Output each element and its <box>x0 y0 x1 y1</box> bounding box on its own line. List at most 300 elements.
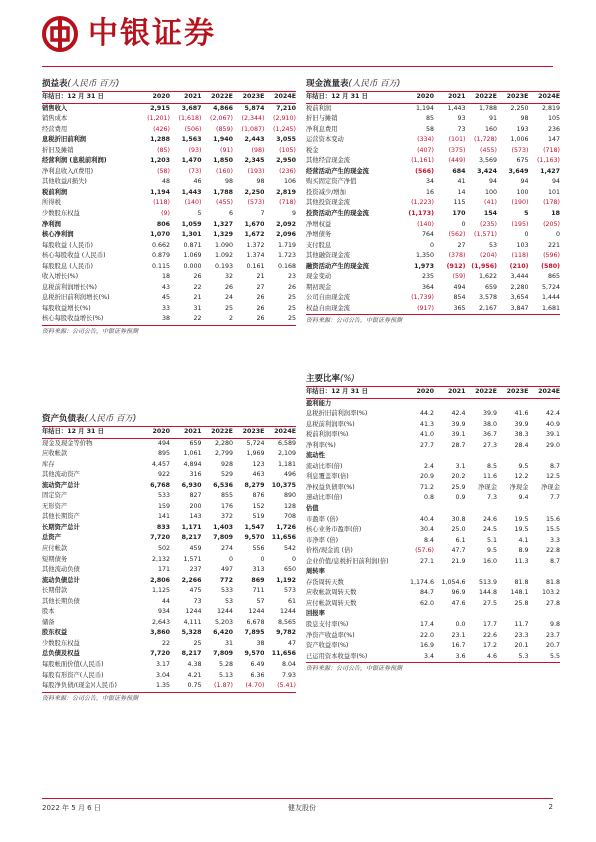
row-label: 其他融资现金流 <box>306 252 351 260</box>
cell-value: 17.4 <box>419 621 435 629</box>
cell-value: 101 <box>547 188 560 196</box>
cell-value: 2,280 <box>510 283 529 291</box>
cell-value: 5.1 <box>486 536 497 544</box>
table-row <box>306 167 560 178</box>
table-row <box>42 167 296 178</box>
footer-divider <box>42 798 553 799</box>
cell-value: 708 <box>283 513 296 521</box>
cell-value: 827 <box>189 492 202 500</box>
table-row <box>42 314 296 325</box>
cell-value <box>497 451 528 462</box>
cell-value: 2,915 <box>150 104 171 112</box>
cell-value: 38.3 <box>514 431 529 439</box>
row-label: 息税前利润率(%) <box>306 420 355 428</box>
column-header-label: 年结日：12 月 31 日 <box>306 92 403 104</box>
cell-value: (562) <box>448 231 466 239</box>
cell-value <box>528 398 560 409</box>
cell-value: (98) <box>251 146 265 154</box>
table-source-note: 资料来源：公司公告，中银证券预测 <box>306 662 560 674</box>
cell-value: 1.069 <box>183 252 202 260</box>
cell-value: 4.1 <box>518 536 529 544</box>
row-label: 净增权益 <box>306 220 332 228</box>
cell-value: (93) <box>188 146 202 154</box>
cell-value: (193) <box>247 167 265 175</box>
table-row <box>42 649 296 660</box>
cell-value: 5.5 <box>549 652 560 660</box>
cell-value: 934 <box>157 608 171 616</box>
cell-value: 4.38 <box>187 661 202 669</box>
table-row <box>42 304 296 315</box>
table-row <box>306 441 560 452</box>
cell-value: (1,739) <box>411 294 435 302</box>
cell-value: 47.7 <box>451 547 466 555</box>
cell-value: 22 <box>162 639 171 647</box>
cell-value: 1,547 <box>244 523 265 531</box>
column-header-year: 2021 <box>434 387 465 399</box>
cell-value: 533 <box>220 587 233 595</box>
table-row <box>306 251 560 262</box>
cell-value: 0.9 <box>455 494 466 502</box>
cell-value: 143 <box>189 513 202 521</box>
cell-value: (58) <box>157 167 171 175</box>
table-row <box>42 597 296 608</box>
cell-value: 1,181 <box>277 460 296 468</box>
table-row <box>306 641 560 652</box>
cell-value: (204) <box>480 252 497 260</box>
row-label: 息税折旧前利润 <box>42 136 87 144</box>
bank-of-china-logo-icon <box>42 16 78 52</box>
cell-value: (859) <box>216 125 233 133</box>
cell-value: 58 <box>426 125 435 133</box>
cell-value: (1,201) <box>147 115 171 123</box>
row-label: 资产收益率(%) <box>306 642 349 650</box>
cell-value <box>434 451 465 462</box>
table-unit: (人民币 百万) <box>84 414 137 424</box>
cell-value: 26 <box>256 294 265 302</box>
cell-value: 81.8 <box>545 578 560 586</box>
cell-value: 25 <box>224 304 233 312</box>
table-row <box>42 209 296 220</box>
cell-value: 1,726 <box>276 523 296 531</box>
cell-value: 502 <box>157 545 171 553</box>
page-footer <box>42 803 553 814</box>
row-label: 公司自由现金流 <box>306 294 351 302</box>
row-label: 储备 <box>42 618 55 626</box>
cell-value: 1,622 <box>478 273 497 281</box>
cell-value: 62.0 <box>419 599 435 607</box>
cell-value: (160) <box>216 167 233 175</box>
row-label: 企业价值/息税折旧前利润(倍) <box>306 557 389 565</box>
row-label: 每股收益 (人民币) <box>42 241 93 249</box>
cell-value: (917) <box>417 304 435 312</box>
cell-value: 103.2 <box>541 589 560 597</box>
row-label: 运营资本变动 <box>306 136 344 144</box>
cell-value: (73) <box>188 167 202 175</box>
row-label: 周转率 <box>306 568 325 576</box>
cell-value <box>434 609 465 620</box>
table-row <box>42 460 296 471</box>
column-header-year: 2023E <box>233 427 264 439</box>
cell-value: 556 <box>252 545 265 553</box>
cell-value: 154 <box>483 210 497 218</box>
cell-value: (1,956) <box>471 262 497 270</box>
cell-value: (334) <box>417 136 435 144</box>
cell-value: (178) <box>543 199 560 207</box>
row-label: 核心每股收益增长(%) <box>42 315 104 323</box>
cell-value: 5.13 <box>218 671 233 679</box>
cell-value: 26 <box>224 283 233 291</box>
cell-value: 1,327 <box>213 220 233 228</box>
cell-value: 21.9 <box>451 557 466 565</box>
cell-value: 28.4 <box>514 441 529 449</box>
cell-value: 16 <box>426 188 435 196</box>
cell-value: 91 <box>488 115 497 123</box>
cell-value: 8.9 <box>518 547 529 555</box>
cell-value: 0.879 <box>151 252 171 260</box>
cell-value: 1,301 <box>181 231 202 239</box>
column-header-year: 2020 <box>139 92 170 104</box>
cell-value: 11.3 <box>514 557 529 565</box>
cell-value: 17.7 <box>482 621 497 629</box>
cell-value: 148.1 <box>510 589 529 597</box>
cell-value: 9.5 <box>486 547 497 555</box>
cell-value: 1,006 <box>510 136 529 144</box>
cell-value: 24.6 <box>482 515 497 523</box>
cell-value: 8.7 <box>549 557 560 565</box>
table-row <box>306 135 560 146</box>
cell-value: 11,656 <box>271 534 296 542</box>
cell-value: 38 <box>162 315 171 323</box>
row-label: 支付股息 <box>306 241 332 249</box>
cell-value: 26 <box>256 315 265 323</box>
cell-value: (2,067) <box>210 115 233 123</box>
cell-value: 61 <box>287 597 296 605</box>
column-header-year: 2024E <box>528 92 560 104</box>
cell-value: 1,443 <box>447 104 466 112</box>
cell-value: 8.5 <box>486 462 497 470</box>
table-row <box>306 398 560 409</box>
cell-value: 22 <box>193 283 202 291</box>
cell-value: (596) <box>543 252 560 260</box>
cell-value: 519 <box>252 513 265 521</box>
cell-value: 497 <box>220 566 233 574</box>
table-row <box>306 588 560 599</box>
table-row <box>306 609 560 620</box>
column-header-year: 2021 <box>434 92 465 104</box>
row-label: 购买固定资产净值 <box>306 178 357 186</box>
income-statement-table <box>42 77 296 337</box>
table-row <box>42 103 296 114</box>
cell-value: (1.87) <box>214 682 233 690</box>
row-label: 应收帐款周转天数 <box>306 589 357 597</box>
cell-value: 0 <box>461 220 466 228</box>
cell-value: 0.000 <box>183 262 202 270</box>
cell-value <box>528 567 560 578</box>
cell-value: 41 <box>457 178 466 186</box>
cell-value: 24.5 <box>482 526 497 534</box>
cell-value: 128 <box>283 502 296 510</box>
cell-value: 98 <box>224 178 233 186</box>
table-row <box>306 420 560 431</box>
table-row <box>42 512 296 523</box>
cell-value: 15.5 <box>545 526 560 534</box>
cell-value: 3,055 <box>276 136 296 144</box>
cell-value: 53 <box>488 241 497 249</box>
row-label: 所得税 <box>42 199 61 207</box>
column-header-year: 2021 <box>170 427 201 439</box>
cell-value: 1,125 <box>151 587 171 595</box>
table-row <box>42 576 296 587</box>
cell-value: 2,806 <box>150 576 171 584</box>
row-label: 总资产 <box>42 534 61 542</box>
cell-value: 3.4 <box>424 652 435 660</box>
cell-value: 533 <box>157 492 171 500</box>
cell-value: 1.35 <box>155 682 171 690</box>
cell-value: 0.161 <box>246 262 265 270</box>
cell-value: 764 <box>421 231 435 239</box>
cell-value: 221 <box>547 241 560 249</box>
cell-value: 10,375 <box>271 481 296 489</box>
table-source-note: 资料来源：公司公告，中银证券预测 <box>306 314 560 326</box>
cell-value: 5.28 <box>218 661 233 669</box>
table-row <box>42 533 296 544</box>
cell-value: 274 <box>220 545 233 553</box>
cell-value <box>403 609 434 620</box>
row-label: 长期资产总计 <box>42 523 80 531</box>
cell-value: 4,111 <box>183 618 202 626</box>
cell-value: 7,210 <box>276 104 296 112</box>
column-header-year: 2024E <box>264 427 296 439</box>
cell-value: 895 <box>157 450 171 458</box>
cell-value: 20.7 <box>545 642 560 650</box>
cell-value: 496 <box>283 471 296 479</box>
cell-value: 71.2 <box>419 483 435 491</box>
row-label: 销售成本 <box>42 115 68 123</box>
cell-value: 0.75 <box>187 682 202 690</box>
cell-value: 44.2 <box>419 410 435 418</box>
row-label: 股东权益 <box>42 629 68 637</box>
cell-value: 235 <box>421 273 435 281</box>
cell-value: (190) <box>511 199 529 207</box>
cell-value: 1,194 <box>150 188 171 196</box>
cell-value: 2,819 <box>541 104 560 112</box>
cell-value: 36.7 <box>482 431 497 439</box>
cell-value: 0.193 <box>214 262 233 270</box>
table-row <box>42 607 296 618</box>
cell-value: (378) <box>448 252 466 260</box>
table-row <box>42 565 296 576</box>
cell-value: 6,768 <box>150 481 171 489</box>
cell-value: 98 <box>520 115 529 123</box>
table-row <box>306 156 560 167</box>
row-label: 利息覆盖率(倍) <box>306 473 349 481</box>
cashflow-statement-table <box>306 77 560 326</box>
cell-value: 1,403 <box>213 523 233 531</box>
row-label: 流动比率(倍) <box>306 462 343 470</box>
cell-value: 2,250 <box>510 104 529 112</box>
cell-value: 2,280 <box>214 439 233 447</box>
cell-value: 659 <box>189 439 202 447</box>
table-row <box>306 493 560 504</box>
cell-value: 573 <box>283 587 296 595</box>
row-label: 投资活动产生的现金流 <box>306 210 369 218</box>
row-label: 其他经营现金流 <box>306 157 351 165</box>
row-label: 收入增长(%) <box>42 273 79 281</box>
table-row <box>306 177 560 188</box>
cell-value: 0 <box>228 555 233 563</box>
table-row <box>42 135 296 146</box>
table-row <box>306 146 560 157</box>
cell-value <box>528 609 560 620</box>
cell-value: 865 <box>547 273 560 281</box>
cell-value: 4.6 <box>486 652 497 660</box>
row-label: 长期借款 <box>42 587 68 595</box>
table-row <box>306 472 560 483</box>
row-label: 无形资产 <box>42 502 68 510</box>
cell-value: 6.36 <box>250 671 265 679</box>
cell-value: (912) <box>446 262 466 270</box>
column-header-year: 2022E <box>202 92 233 104</box>
cell-value: 1.090 <box>214 241 233 249</box>
cell-value: 1,940 <box>213 136 233 144</box>
cell-value: 1,192 <box>276 576 296 584</box>
cell-value: 23 <box>287 273 296 281</box>
cell-value: (455) <box>216 199 233 207</box>
table-row <box>42 491 296 502</box>
table-row <box>306 578 560 589</box>
cell-value: 20.9 <box>419 473 435 481</box>
cell-value: 3,444 <box>510 273 529 281</box>
table-row <box>42 555 296 566</box>
cell-value: 1,850 <box>213 157 233 165</box>
cell-value: 1,788 <box>213 188 233 196</box>
table-row <box>306 293 560 304</box>
cell-value: 2,799 <box>214 450 233 458</box>
row-label: 折旧及摊销 <box>42 146 74 154</box>
cell-value: (140) <box>417 220 435 228</box>
cell-value: 1,288 <box>150 136 171 144</box>
key-ratios-table <box>306 372 560 674</box>
cell-value: 0.662 <box>151 241 171 249</box>
cell-value: 27.7 <box>419 441 435 449</box>
cell-value: 16.0 <box>482 557 497 565</box>
cell-value: 净现金 <box>541 483 560 491</box>
cell-value: 3.1 <box>455 462 466 470</box>
row-label: 流动性 <box>306 452 325 460</box>
cell-value: 2.4 <box>424 462 435 470</box>
row-label: 其他收益/(损失) <box>42 178 87 186</box>
row-label: 盈利能力 <box>306 399 332 407</box>
cell-value: 94 <box>488 178 497 186</box>
row-label: 税前利润率(%) <box>306 431 349 439</box>
table-source-note: 资料来源：公司公告，中银证券预测 <box>42 692 296 704</box>
row-label: 投资减少/增加 <box>306 188 346 196</box>
cell-value: 18 <box>162 273 171 281</box>
cell-value: 26 <box>193 273 202 281</box>
row-label: 估值 <box>306 505 319 513</box>
cell-value: 2,950 <box>276 157 296 165</box>
cell-value: 16.9 <box>419 642 435 650</box>
cell-value: 200 <box>189 502 202 510</box>
cell-value: 365 <box>453 304 466 312</box>
cell-value: 5 <box>197 210 202 218</box>
cell-value: 9.4 <box>518 494 529 502</box>
table-title <box>42 412 296 426</box>
cell-value: 29.0 <box>545 441 560 449</box>
table-row <box>42 660 296 671</box>
table-row <box>42 241 296 252</box>
cell-value: 1,973 <box>414 262 435 270</box>
row-label: 市净率 (倍) <box>306 536 339 544</box>
cell-value: 147 <box>547 136 560 144</box>
cell-value: 6,589 <box>277 439 296 447</box>
row-label: 流动负债总计 <box>42 576 80 584</box>
cell-value: 364 <box>421 283 435 291</box>
cell-value: (101) <box>448 136 466 144</box>
cell-value: 39.9 <box>451 420 466 428</box>
cell-value: (1,087) <box>241 125 265 133</box>
row-label: 息税折旧前利润率(%) <box>306 410 368 418</box>
cell-value: 170 <box>452 210 466 218</box>
cell-value: 684 <box>452 167 466 175</box>
table-row <box>42 125 296 136</box>
cell-value: 1.719 <box>277 241 296 249</box>
row-label: 税前利润 <box>306 104 332 112</box>
cell-value: 160 <box>484 125 497 133</box>
cell-value: (1,163) <box>537 157 560 165</box>
cell-value: 8,217 <box>181 534 202 542</box>
cell-value: 3.6 <box>455 652 466 660</box>
row-label: 应收帐款 <box>42 450 68 458</box>
cell-value: 31 <box>224 639 233 647</box>
cell-value <box>466 504 497 515</box>
cell-value: 40.9 <box>545 420 560 428</box>
cell-value: 6,420 <box>213 629 233 637</box>
cell-value: 6,930 <box>181 481 202 489</box>
table-row <box>42 114 296 125</box>
cell-value <box>497 567 528 578</box>
brand-logo <box>42 16 216 52</box>
cell-value: 1244 <box>185 608 202 616</box>
cell-value: 869 <box>251 576 265 584</box>
cell-value: 26 <box>287 283 296 291</box>
cell-value <box>434 504 465 515</box>
cell-value: 105 <box>547 115 560 123</box>
cell-value: 6.1 <box>455 536 466 544</box>
cell-value: 85 <box>426 115 435 123</box>
table-row <box>306 220 560 231</box>
row-label: 价格/现金流 (倍) <box>306 547 353 555</box>
cell-value: (718) <box>543 146 560 154</box>
cell-value: 0.115 <box>151 262 171 270</box>
cell-value: (140) <box>184 199 202 207</box>
cell-value: 6,678 <box>246 618 265 626</box>
table-row <box>306 620 560 631</box>
table-row <box>42 251 296 262</box>
cell-value: 33 <box>162 304 171 312</box>
cell-value: (1,245) <box>273 125 296 133</box>
cell-value: 0 <box>260 555 265 563</box>
cell-value <box>466 609 497 620</box>
cell-value: (2,344) <box>241 115 265 123</box>
row-label: 折旧与摊销 <box>306 115 338 123</box>
table-row <box>42 262 296 273</box>
table-row <box>42 481 296 492</box>
cell-value <box>403 451 434 462</box>
cell-value: 494 <box>453 283 466 291</box>
table-row <box>306 631 560 642</box>
cell-value: (195) <box>511 220 529 228</box>
